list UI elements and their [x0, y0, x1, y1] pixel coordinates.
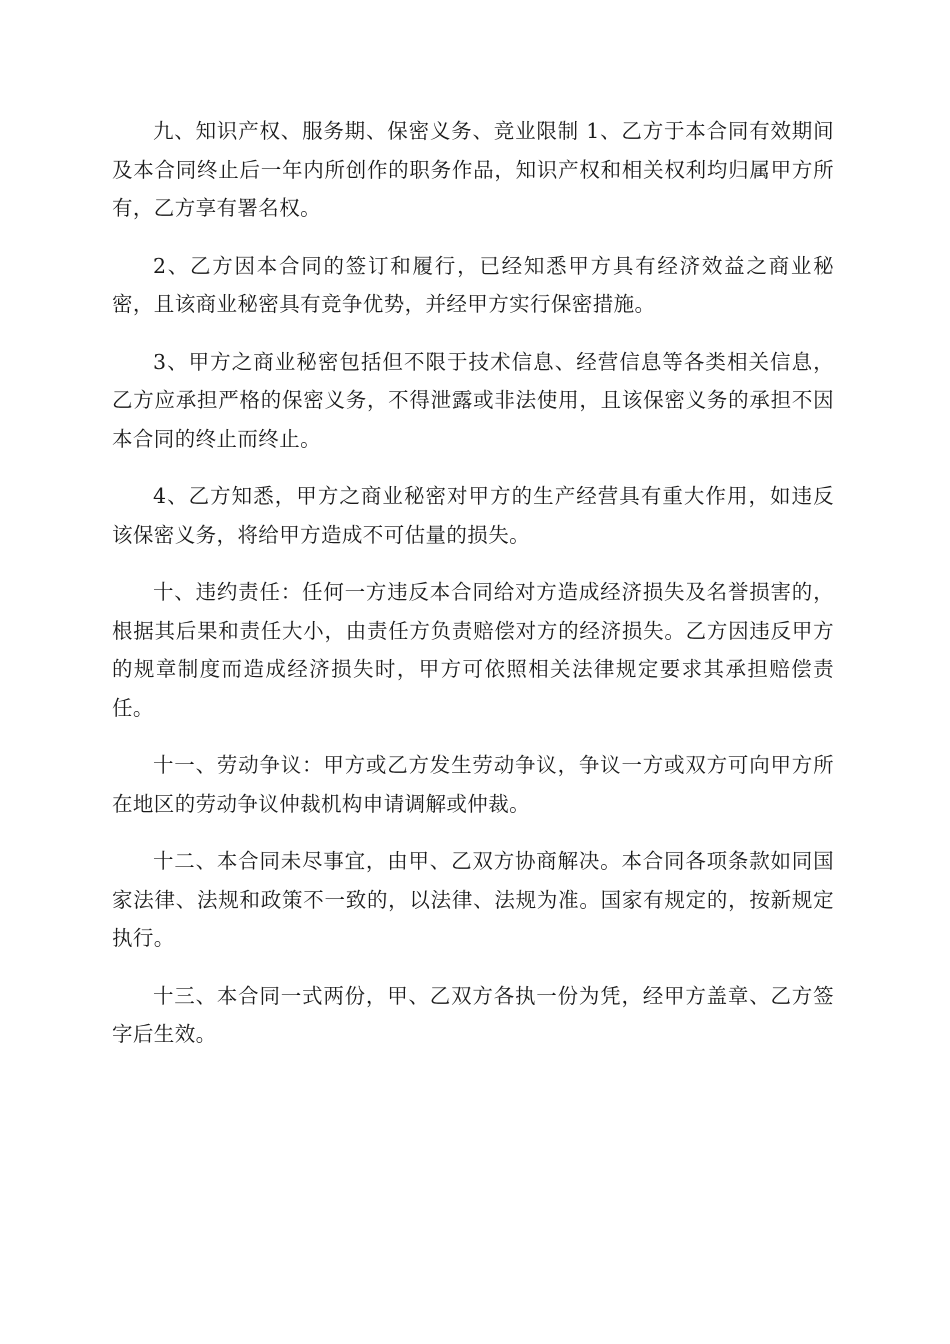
paragraph-clause-9-4: 4、乙方知悉，甲方之商业秘密对甲方的生产经营具有重大作用，如违反该保密义务，将给甲方造成不可估量的损失。: [112, 484, 834, 547]
paragraph-clause-9-2: 2、乙方因本合同的签订和履行，已经知悉甲方具有经济效益之商业秘密，且该商业秘密具有竞争优势，并经甲方实行保密措施。: [112, 253, 834, 316]
paragraph-clause-12: 十二、本合同未尽事宜，由甲、乙双方协商解决。本合同各项条款如同国家法律、法规和政策不一致的，以法律、法规为准。国家有规定的，按新规定执行。: [112, 849, 834, 950]
paragraph-clause-9-3: 3、甲方之商业秘密包括但不限于技术信息、经营信息等各类相关信息，乙方应承担严格的保密义务，不得泄露或非法使用，且该保密义务的承担不因本合同的终止而终止。: [112, 349, 834, 451]
paragraph-clause-9: 九、知识产权、服务期、保密义务、竞业限制 1、乙方于本合同有效期间及本合同终止后一年内所创作的职务作品，知识产权和相关权利均归属甲方所有，乙方享有署名权。: [112, 119, 834, 220]
paragraph-clause-13: 十三、本合同一式两份，甲、乙双方各执一份为凭，经甲方盖章、乙方签字后生效。: [112, 983, 834, 1046]
document-body: [112, 112, 834, 1073]
paragraph-clause-10: 十、违约责任：任何一方违反本合同给对方造成经济损失及名誉损害的，根据其后果和责任大小，由责任方负责赔偿对方的经济损失。乙方因违反甲方的规章制度而造成经济损失时，甲方可依照相关法律规定要求其承担赔偿责任。: [112, 580, 834, 720]
paragraph-clause-11: 十一、劳动争议：甲方或乙方发生劳动争议，争议一方或双方可向甲方所在地区的劳动争议仲裁机构申请调解或仲裁。: [112, 753, 834, 816]
